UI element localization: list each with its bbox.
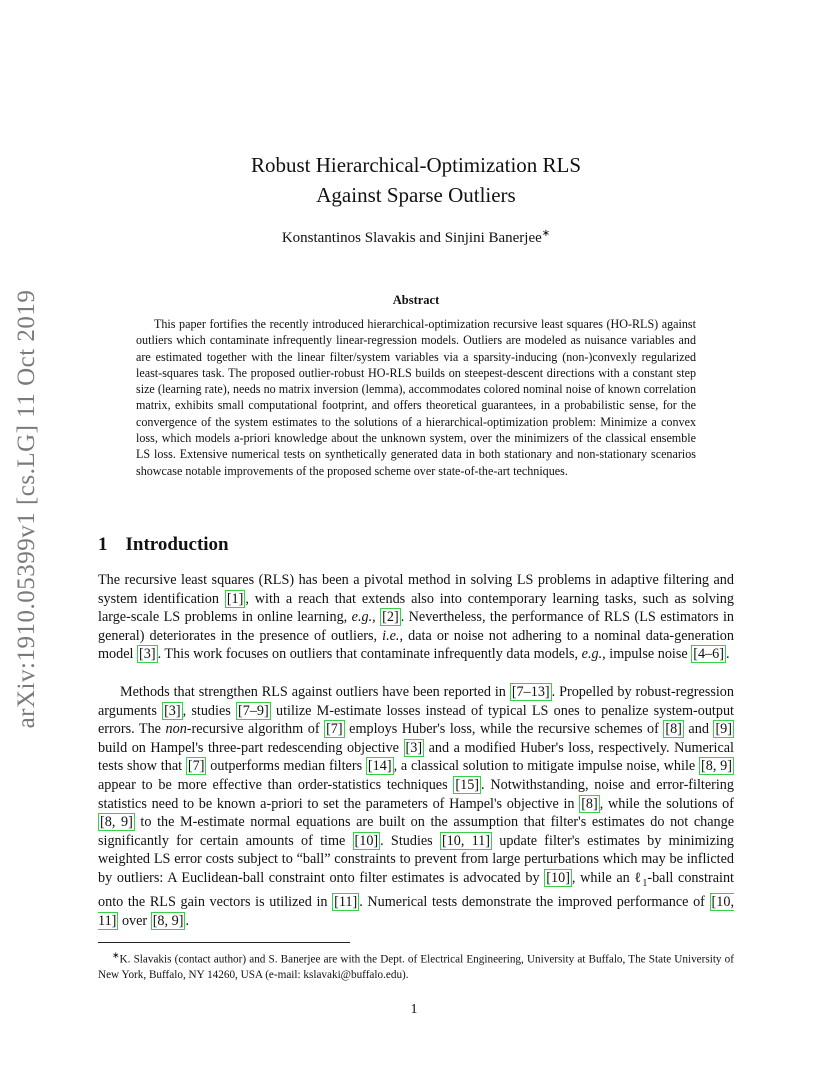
citation-link[interactable]: [9] bbox=[715, 721, 732, 738]
emphasis: e.g. bbox=[351, 609, 373, 626]
footnote bbox=[98, 948, 734, 983]
text-run: outperforms median filters bbox=[206, 758, 366, 775]
emphasis: e.g. bbox=[581, 646, 603, 663]
text-run: -recursive algorithm of bbox=[186, 721, 325, 738]
text-run: , while an ℓ bbox=[571, 869, 643, 886]
arxiv-identifier-stamp: arXiv:1910.05399v1 [cs.LG] 11 Oct 2019 bbox=[13, 289, 40, 729]
text-run: over bbox=[118, 912, 151, 929]
text-run: The recursive least squares (RLS) has been a pivotal method in solving LS problems in adaptive filtering and system identification bbox=[98, 572, 734, 607]
text-run: , bbox=[372, 609, 381, 626]
text-run: Methods that strengthen RLS against outliers have been reported in bbox=[120, 684, 510, 700]
text-run: , data or noise not adhering to a nominal data-generation model bbox=[98, 627, 734, 663]
title-line-2: Against Sparse Outliers bbox=[316, 183, 516, 207]
text-run: , while the solutions of bbox=[599, 795, 734, 812]
footnote-text: K. Slavakis (contact author) and S. Banerjee are with the Dept. of Electrical Engineering, University at Buffalo, The State University of New York, Buffalo, NY 14260, USA (e-mail: kslavaki@buffalo.edu). bbox=[98, 953, 734, 981]
citation-link[interactable]: [14] bbox=[367, 758, 392, 775]
author-line bbox=[98, 228, 734, 247]
paper-title bbox=[98, 150, 734, 210]
text-run: and bbox=[683, 721, 714, 738]
intro-paragraph-1 bbox=[98, 571, 734, 664]
citation-link[interactable]: [4–6] bbox=[693, 646, 724, 663]
section-title: Introduction bbox=[125, 534, 229, 555]
title-line-1: Robust Hierarchical-Optimization RLS bbox=[250, 153, 582, 177]
intro-paragraph-2 bbox=[98, 683, 734, 931]
citation-link[interactable]: [8] bbox=[581, 795, 598, 812]
text-run: . bbox=[185, 912, 189, 929]
emphasis: non bbox=[165, 721, 187, 738]
citation-link[interactable]: [10] bbox=[546, 869, 570, 886]
citation-link[interactable]: [7] bbox=[187, 758, 205, 775]
text-run: , impulse noise bbox=[602, 646, 692, 663]
citation-link[interactable]: [8, 9] bbox=[100, 814, 133, 831]
citation-link[interactable]: [3] bbox=[405, 739, 423, 756]
text-run: . Studies bbox=[380, 832, 440, 849]
citation-link[interactable]: [1] bbox=[226, 590, 244, 607]
text-run: employs Huber's loss, while the recursive schemes of bbox=[344, 721, 664, 738]
citation-link[interactable]: [10, 11] bbox=[98, 894, 734, 929]
citation-link[interactable]: [3] bbox=[164, 702, 181, 719]
text-run: . bbox=[725, 646, 730, 663]
section-number: 1 bbox=[98, 534, 108, 555]
text-run: . Notwithstanding, noise and error-filtering statistics need to be known a-priori to set the parameters of Hampel's objective in bbox=[98, 776, 734, 812]
page-number: 1 bbox=[410, 1002, 418, 1017]
text-run: and a modified Huber's loss, respectively. Numerical tests show that bbox=[98, 739, 734, 775]
authors-names: Konstantinos Slavakis and Sinjini Banerjee bbox=[281, 230, 542, 246]
citation-link[interactable]: [10] bbox=[354, 832, 379, 849]
emphasis: i.e. bbox=[382, 627, 400, 644]
citation-link[interactable]: [11] bbox=[334, 894, 358, 911]
citation-link[interactable]: [2] bbox=[382, 609, 399, 626]
footnote-mark: ∗ bbox=[112, 950, 120, 960]
text-run: build on Hampel's three-part redescending objective bbox=[98, 739, 404, 756]
citation-link[interactable]: [8, 9] bbox=[701, 758, 732, 775]
citation-link[interactable]: [8] bbox=[665, 721, 682, 738]
text-run: . This work focuses on outliers that contaminate infrequently data models, bbox=[157, 646, 582, 663]
author-footnote-mark: ∗ bbox=[541, 228, 551, 239]
text-run: . Nevertheless, the performance of RLS (LS estimators in general) deteriorates in the presence of outliers, bbox=[98, 609, 734, 644]
abstract-heading: Abstract bbox=[392, 293, 440, 307]
text-run: appear to be more effective than order-statistics techniques bbox=[98, 776, 454, 793]
footnote-rule bbox=[98, 942, 350, 943]
text-run: to the M-estimate normal equations are built on the assumption that filter's estimates do not change significantly for certain amounts of time bbox=[98, 814, 735, 849]
text-run: utilize M-estimate losses instead of typical LS ones to penalize system-output errors. The bbox=[98, 702, 734, 738]
citation-link[interactable]: [8, 9] bbox=[152, 912, 184, 929]
text-run: . Propelled by robust-regression arguments bbox=[98, 684, 734, 719]
citation-link[interactable]: [15] bbox=[455, 776, 480, 793]
citation-link[interactable]: [10, 11] bbox=[441, 832, 491, 849]
text-run: update filter's estimates by minimizing weighted LS error costs subject to “ball” constraints to prevent from large perturbations which may be inflicted by outliers: A Euclidean-ball constraint onto filter estimates is advocated by bbox=[98, 832, 734, 886]
section-heading bbox=[98, 534, 229, 556]
subscript: 1 bbox=[642, 877, 648, 889]
text-run: , a classical solution to mitigate impulse noise, while bbox=[393, 758, 699, 775]
citation-link[interactable]: [7–13] bbox=[511, 684, 550, 700]
text-run: -ball constraint onto the RLS gain vectors is utilized in bbox=[98, 869, 734, 911]
citation-link[interactable]: [7–9] bbox=[238, 702, 269, 719]
citation-link[interactable]: [7] bbox=[326, 721, 343, 738]
text-run: . Numerical tests demonstrate the improved performance of bbox=[359, 894, 710, 911]
citation-link[interactable]: [3] bbox=[139, 646, 156, 663]
text-run: , studies bbox=[182, 702, 237, 719]
text-run: , with a reach that extends also into contemporary learning tasks, such as solving large-scale LS problems in online learning, bbox=[98, 590, 734, 626]
abstract-body: This paper fortifies the recently introduced hierarchical-optimization recursive least squares (HO-RLS) against outliers which contaminate infrequently linear-regression models. Outliers are modeled as nuisance variables and are estimated together with the linear filter/system variables via a sparsity-inducing (non-)convexly regularized least-squares task. The proposed outlier-robust HO-RLS builds on steepest-descent directions with a constant step size (learning rate), needs no matrix inversion (lemma), accommodates colored nominal noise of known correlation matrix, exhibits small computational footprint, and offers theoretical guarantees, in a probabilistic sense, for the convergence of the system estimates to the solutions of a hierarchical-optimization problem: Minimize a convex loss, which models a-priori knowledge about the unknown system, over the minimizers of the classical ensemble LS loss. Extensive numerical tests on synthetically generated data in both stationary and non-stationary scenarios showcase notable improvements of the proposed scheme over state-of-the-art techniques. bbox=[136, 317, 696, 478]
